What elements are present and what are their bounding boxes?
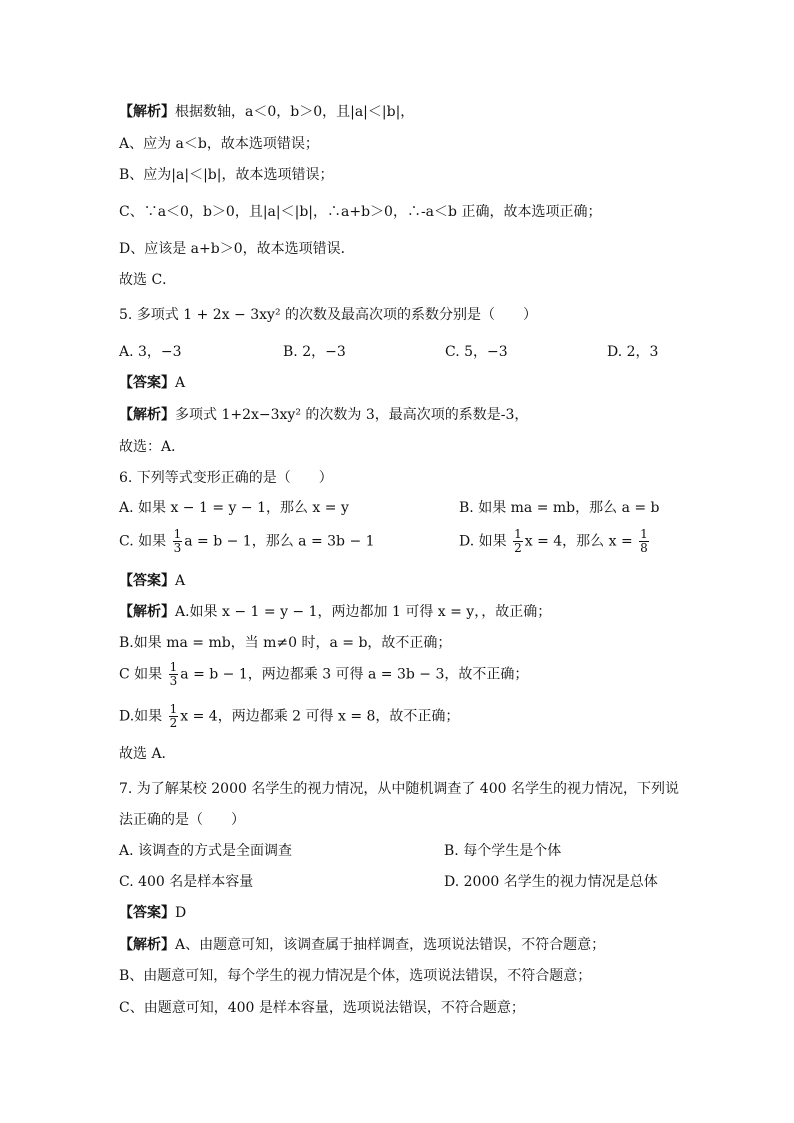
- question-7-option-c: C. 400 名是样本容量: [119, 874, 254, 890]
- answer-label: 【答案】: [119, 905, 175, 921]
- answer-value: A: [175, 573, 186, 589]
- explanation-q7-line-a: [119, 936, 605, 954]
- explanation-q7-line-c: C、由题意可知，400 是样本容量，选项说法错误，不符合题意；: [119, 1000, 525, 1016]
- explanation-label: 【解析】: [119, 407, 175, 423]
- question-7-option-d: D. 2000 名学生的视力情况是总体: [444, 874, 658, 890]
- explanation-q6-line-a: [119, 603, 551, 621]
- explanation-q6-line-b: B.如果 ma = mb，当 m≠0 时，a = b，故不正确；: [119, 635, 452, 651]
- answer-value: A: [175, 375, 186, 391]
- fraction: $\frac{1}{8}$: [640, 527, 648, 555]
- explanation-q6-line-d: D.如果 $\frac{1}{2}$ x = 4，两边都乘 2 可得 x = 8，故不正确；: [119, 702, 460, 730]
- answer-q5-line: [119, 374, 185, 392]
- explanation-q6-line-c: C 如果 $\frac{1}{3}$ a = b − 1，两边都乘 3 可得 a = 3b − 3，故不正确；: [119, 660, 529, 688]
- explanation-q7-line-b: B、由题意可知，每个学生的视力情况是个体，选项说法错误，不符合题意；: [119, 968, 592, 984]
- explanation-text: 多项式 1+2x−3xy² 的次数为 3，最高次项的系数是-3，: [175, 407, 529, 423]
- explanation-text: 根据数轴，a＜0，b＞0，且|a|＜|b|，: [175, 104, 415, 120]
- answer-label: 【答案】: [119, 573, 175, 589]
- question-6-option-d: D. 如果 $\frac{1}{2}$ x = 4，那么 x = $\frac{1}{8}$: [459, 527, 648, 555]
- explanation-q4-option-a: A、应为 a＜b，故本选项错误；: [119, 136, 319, 152]
- question-5-option-c: C. 5，−3: [445, 344, 508, 360]
- question-7-option-a: A. 该调查的方式是全面调查: [119, 843, 293, 859]
- answer-value: D: [175, 905, 187, 921]
- question-6-stem: 6. 下列等式变形正确的是（ ）: [119, 470, 333, 486]
- question-5-option-d: D. 2，3: [607, 344, 659, 360]
- fraction: $\frac{1}{3}$: [169, 660, 178, 688]
- explanation-q4-option-d: D、应该是 a+b＞0，故本选项错误．: [119, 241, 355, 257]
- fraction: $\frac{1}{2}$: [514, 527, 522, 555]
- question-7-stem-line-1: 7. 为了解某校 2000 名学生的视力情况，从中随机调查了 400 名学生的视力情况，下列说: [119, 781, 679, 797]
- question-6-option-b: B. 如果 ma = mb，那么 a = b: [459, 500, 660, 516]
- question-7-option-b: B. 每个学生是个体: [444, 843, 562, 859]
- question-6-option-c: C. 如果 $\frac{1}{3}$ a = b − 1，那么 a = 3b − 1: [119, 527, 375, 555]
- explanation-q5-line: [119, 406, 528, 424]
- explanation-q5-conclusion: 故选：A．: [119, 439, 186, 455]
- answer-q6-line: [119, 572, 185, 590]
- explanation-text: A.如果 x − 1 = y − 1，两边都加 1 可得 x = y，，故正确；: [175, 604, 552, 620]
- explanation-q4-conclusion: 故选 C．: [119, 272, 177, 288]
- fraction: $\frac{1}{2}$: [169, 702, 178, 730]
- fraction: $\frac{1}{3}$: [173, 527, 182, 555]
- explanation-label: 【解析】: [119, 937, 175, 953]
- explanation-q6-conclusion: 故选 A．: [119, 746, 176, 762]
- explanation-q4-option-c: C、∵a＜0，b＞0，且|a|＜|b|，∴a+b＞0，∴-a＜b 正确，故本选项正确；: [119, 204, 602, 220]
- explanation-text: A、由题意可知，该调查属于抽样调查，选项说法错误，不符合题意；: [175, 937, 606, 953]
- answer-label: 【答案】: [119, 375, 175, 391]
- explanation-q4-line: [119, 103, 414, 121]
- question-7-stem-line-2: 法正确的是（ ）: [119, 812, 245, 828]
- explanation-label: 【解析】: [119, 104, 175, 120]
- explanation-q4-option-b: B、应为|a|＜|b|，故本选项错误；: [119, 167, 334, 183]
- answer-q7-line: [119, 904, 186, 922]
- question-5-option-b: B. 2，−3: [283, 344, 346, 360]
- question-6-option-a: A. 如果 x − 1 = y − 1，那么 x = y: [119, 500, 349, 516]
- question-5-option-a: A. 3，−3: [119, 344, 182, 360]
- question-5-stem: 5. 多项式 1 + 2x − 3xy² 的次数及最高次项的系数分别是（ ）: [119, 307, 538, 323]
- explanation-label: 【解析】: [119, 604, 175, 620]
